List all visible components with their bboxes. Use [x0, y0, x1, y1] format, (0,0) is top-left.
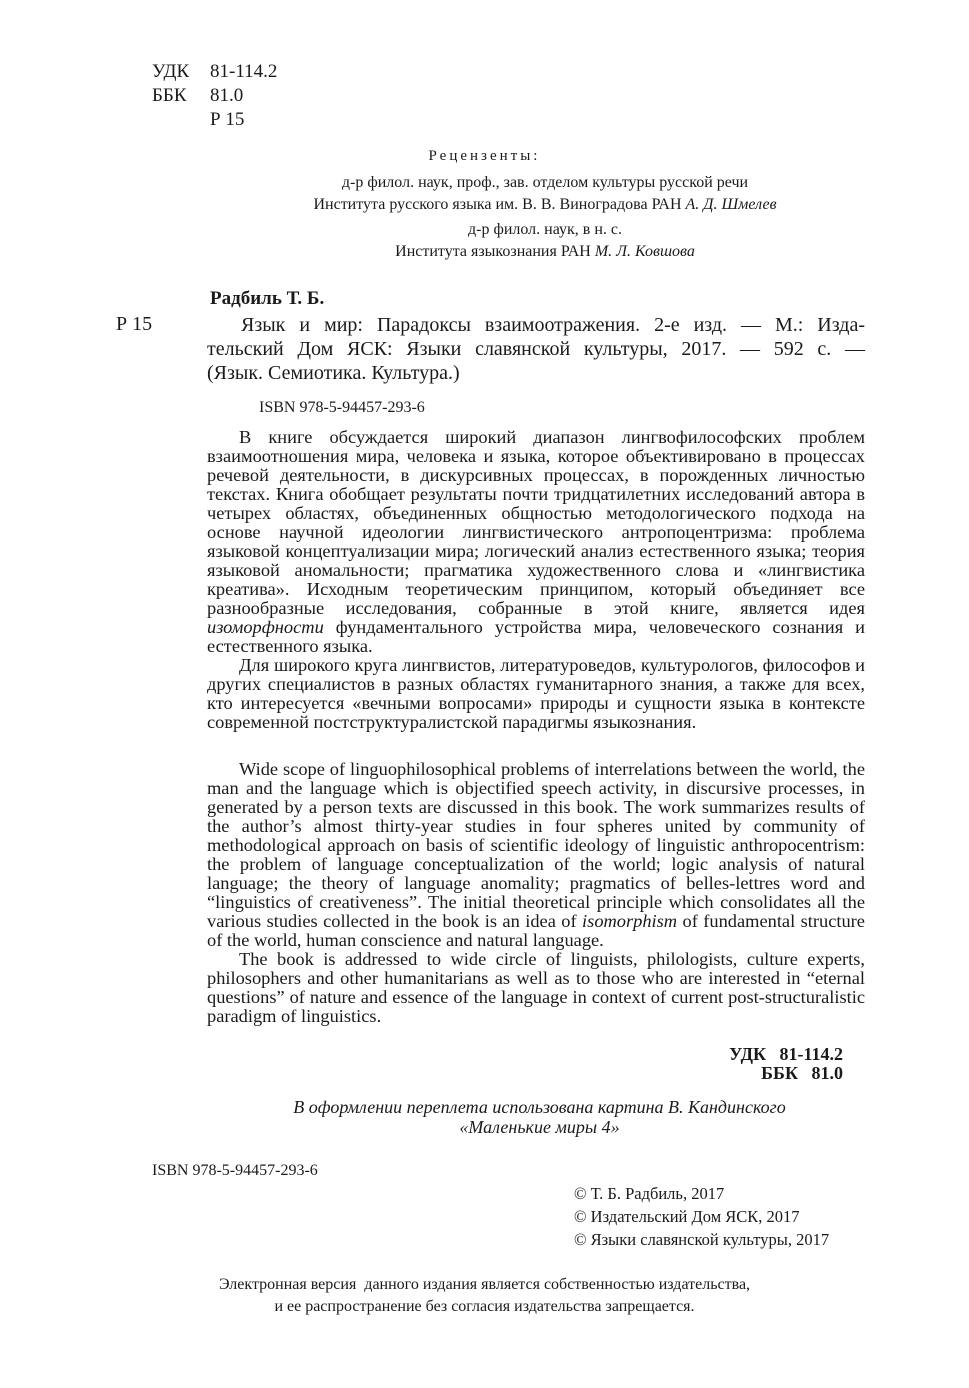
reviewer-1-line-2 — [0, 194, 969, 216]
classification-block — [152, 60, 277, 132]
reviewer-2-line-2 — [0, 241, 969, 263]
copyright-block — [574, 1182, 829, 1251]
cover-note-line-1: В оформлении переплета использована картина В. Кандинского — [293, 1097, 786, 1117]
left-author-code: Р 15 — [116, 313, 153, 335]
copyright-publisher: © Издательский Дом ЯСК, 2017 — [574, 1207, 800, 1226]
annotation-en-paragraph-1: Wide scope of linguophilosophical problems of interrelations between the world, the man and the language which is objectified speech activity, in discursive processes, in generated by a person texts are discussed in this book. The work summarizes results of the author’s almost thirty-year studies in four spheres united by community of methodological approach on basis of scientific ideology of linguistic anthropocentrism: the problem of language conceptualization of the world; logic analysis of natural language; the theory of language anomality; pragmatics of belles-lettres word and “linguistics of creativeness”. The initial theoretical principle which consolidates all the various studies collected in the book is an idea of isomorphism of fundamental structure of the world, human conscience and natural language. — [207, 759, 865, 950]
cover-note — [0, 1097, 969, 1137]
isbn-top: ISBN 978-5-94457-293-6 — [259, 399, 425, 416]
title-line-2: тельский Дом ЯСК: Языки славянской культуры, 2017. — 592 с. — — [207, 338, 865, 360]
emphasis-isomorphism-ru: изоморфности — [207, 617, 324, 637]
electronic-version-notice — [0, 1274, 969, 1318]
author-sign: Р 15 — [210, 109, 245, 130]
emphasis-isomorphism-en: isomorphism — [582, 911, 678, 931]
bbk-label: ББК — [152, 85, 187, 106]
annotation-ru-paragraph-2: Для широкого круга лингвистов, литературоведов, культурологов, философов и других специалистов в разных областях гуманитарного знания, а также для всех, кто интересуется «вечными вопросами» природы и сущности языка в контексте современной постструктуралистской парадигмы языкознания. — [207, 655, 865, 732]
annotation-ru-paragraph-1: В книге обсуждается широкий диапазон лингвофилософских проблем взаимоотношения мира, человека и языка, которое объективировано в процессах речевой деятельности, в дискурсивных процессах, в порожденных личностью текстах. Книга обобщает результаты почти тридцатилетних исследований автора в четырех областях, объединенных общностью методологического подхода на основе научной идеологии лингвистического антропоцентризма: проблема языковой концептуализации мира; логический анализ естественного языка; теория языковой аномальности; прагматика художественного слова и «лингвистика креатива». Исходным теоретическим принципом, который объединяет все разнообразные исследования, собранные в этой книге, является идея изоморфности фундаментального устройства мира, человеческого сознания и естественного языка. — [207, 427, 866, 656]
udk-value: 81-114.2 — [210, 61, 278, 82]
electronic-line-2: и ее распространение без согласия издательства запрещается. — [274, 1298, 695, 1315]
udk-label: УДК — [152, 61, 190, 82]
electronic-line-1: Электронная версия данного издания является собственностью издательства, — [218, 1276, 751, 1293]
reviewer-1-line-1: д-р филол. наук, проф., зав. отделом культуры русской речи — [341, 174, 749, 191]
reviewer-2-line-1: д-р филол. наук, в н. с. — [468, 221, 622, 238]
reviewer-2-institute: Института языкознания РАН — [395, 243, 591, 260]
copyright-author: © Т. Б. Радбиль, 2017 — [574, 1184, 725, 1203]
reviewers-heading: Рецензенты: — [428, 148, 541, 164]
annotation-russian — [207, 428, 865, 732]
annotation-english — [207, 760, 865, 1026]
copyright-series: © Языки славянской культуры, 2017 — [574, 1230, 830, 1249]
reviewer-1-institute: Института русского языка им. В. В. Виноградова РАН — [313, 196, 682, 213]
footer-bbk: ББК 81.0 — [761, 1063, 843, 1083]
reviewer-1-name: А. Д. Шмелев — [685, 196, 777, 213]
reviewer-2-name: М. Л. Ковшова — [594, 243, 695, 260]
bibliographic-description — [207, 313, 865, 385]
title-line-3: (Язык. Семиотика. Культура.) — [207, 362, 460, 384]
footer-classification — [660, 1045, 843, 1083]
isbn-bottom: ISBN 978-5-94457-293-6 — [152, 1162, 318, 1179]
bbk-value: 81.0 — [210, 85, 244, 106]
title-line-1: Язык и мир: Парадоксы взаимоотражения. 2-е изд. — М.: Изда- — [241, 314, 865, 336]
author-heading: Радбиль Т. Б. — [210, 288, 325, 309]
cover-note-line-2: «Маленькие миры 4» — [459, 1117, 620, 1137]
annotation-en-paragraph-2: The book is addressed to wide circle of linguists, philologists, culture experts, philosophers and other humanitarians as well as to those who are interested in “eternal questions” of nature and essence of the language in context of current post-structuralistic paradigm of linguistics. — [207, 949, 865, 1026]
footer-udk: УДК 81-114.2 — [729, 1044, 843, 1064]
